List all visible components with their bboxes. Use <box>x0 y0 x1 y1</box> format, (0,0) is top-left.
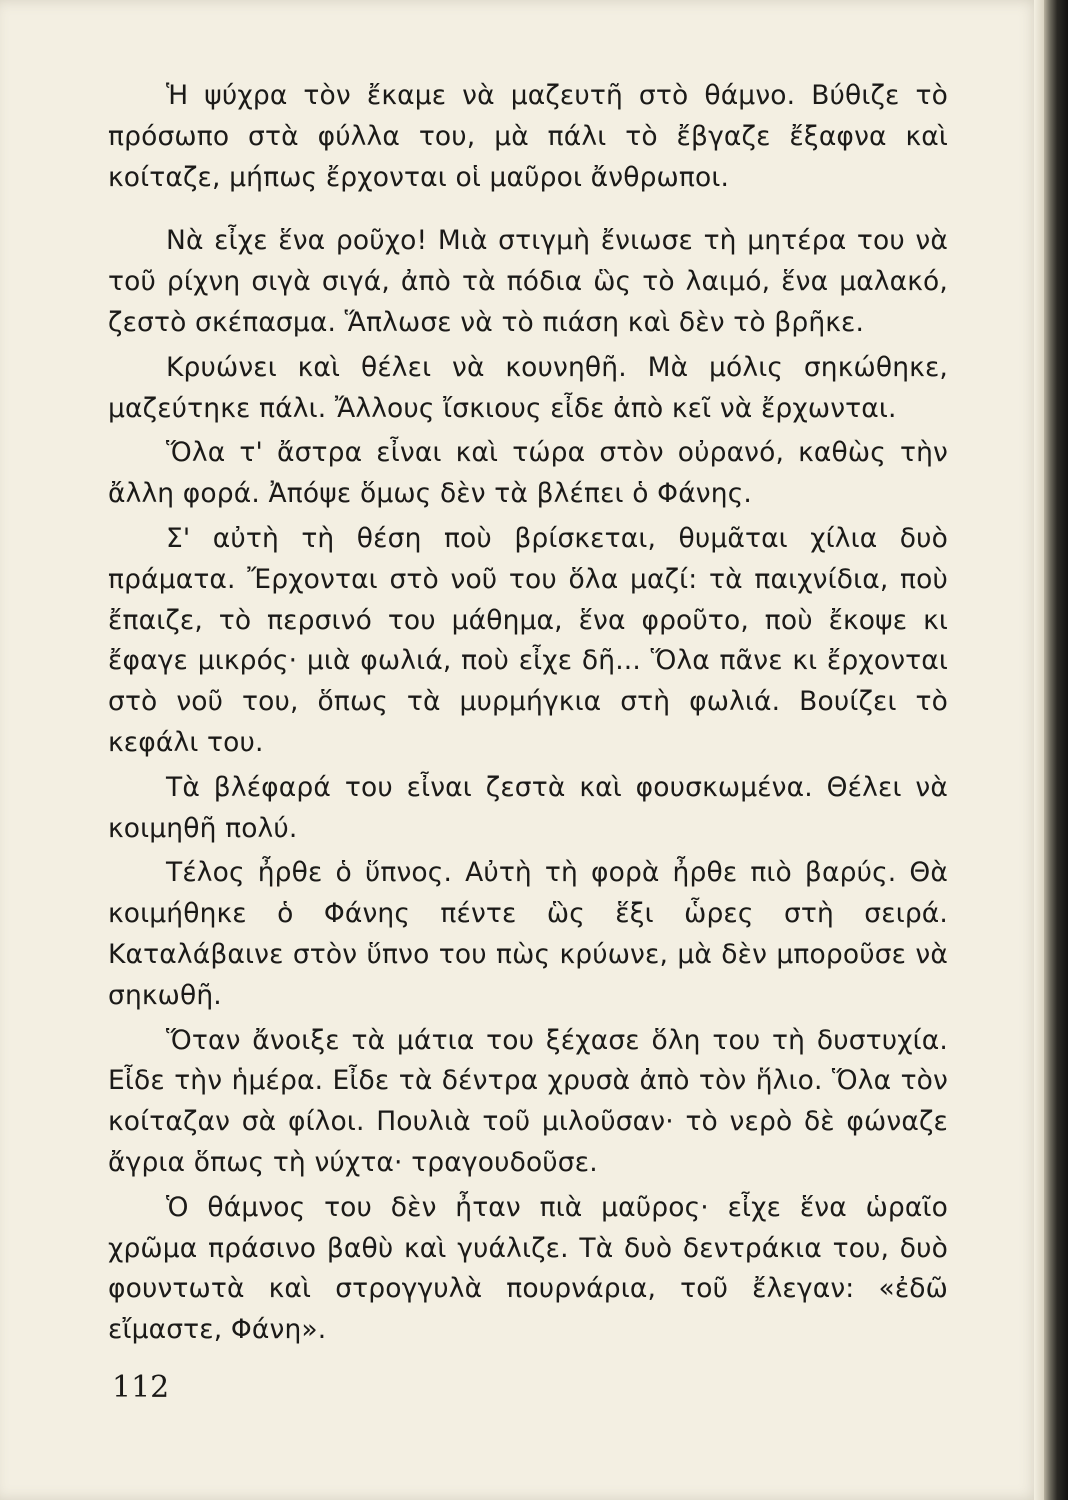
body-text <box>108 76 948 1351</box>
paragraph-5: Σ' αὐτὴ τὴ θέση ποὺ βρίσκεται, θυμᾶται χίλια δυὸ πράματα. Ἔρχονται στὸ νοῦ του ὅλα μαζί: τὰ παιχνίδια, ποὺ ἔπαιζε, τὸ περσινό του μάθημα, ἕνα φροῦτο, ποὺ ἔκοψε κι ἔφαγε μικρός· μιὰ φωλιά, ποὺ εἶχε δῆ... Ὅλα πᾶνε κι ἔρχονται στὸ νοῦ του, ὅπως τὰ μυρμήγκια στὴ φωλιά. Βουίζει τὸ κεφάλι του. <box>108 522 948 758</box>
paragraph-7: Τέλος ἦρθε ὁ ὕπνος. Αὐτὴ τὴ φορὰ ἦρθε πιὸ βαρύς. Θὰ κοιμήθηκε ὁ Φάνης πέντε ὣς ἕξι ὧρες στὴ σειρά. Καταλάβαινε στὸν ὕπνο του πὼς κρύωνε, μὰ δὲν μποροῦσε νὰ σηκωθῆ. <box>108 857 948 1011</box>
book-spine-edge <box>1044 0 1068 1500</box>
page-number: 112 <box>112 1370 170 1405</box>
paragraph-3: Κρυώνει καὶ θέλει νὰ κουνηθῆ. Μὰ μόλις σηκώθηκε, μαζεύτηκε πάλι. Ἄλλους ἴσκιους εἶδε ἀπὸ κεῖ νὰ ἔρχωνται. <box>108 351 948 424</box>
paragraph-9: Ὁ θάμνος του δὲν ἦταν πιὰ μαῦρος· εἶχε ἕνα ὡραῖο χρῶμα πράσινο βαθὺ καὶ γυάλιζε. Τὰ δυὸ δεντράκια του, δυὸ φουντωτὰ καὶ στρογγυλὰ πουρνάρια, τοῦ ἔλεγαν: «ἐδῶ εἴμαστε, Φάνη». <box>108 1191 948 1346</box>
paragraph-6: Τὰ βλέφαρά του εἶναι ζεστὰ καὶ φουσκωμένα. Θέλει νὰ κοιμηθῆ πολύ. <box>108 771 948 844</box>
paragraph-8: Ὅταν ἄνοιξε τὰ μάτια του ξέχασε ὅλη του τὴ δυστυχία. Εἶδε τὴν ἡμέρα. Εἶδε τὰ δέντρα χρυσὰ ἀπὸ τὸν ἥλιο. Ὅλα τὸν κοίταζαν σὰ φίλοι. Πουλιὰ τοῦ μιλοῦσαν· τὸ νερὸ δὲ φώναζε ἄγρια ὅπως τὴ νύχτα· τραγουδοῦσε. <box>108 1024 948 1178</box>
paragraph-4: Ὅλα τ' ἄστρα εἶναι καὶ τώρα στὸν οὐρανό, καθὼς τὴν ἄλλη φορά. Ἀπόψε ὅμως δὲν τὰ βλέπει ὁ Φάνης. <box>108 437 948 510</box>
page-edge-shadow <box>1034 0 1044 1500</box>
paragraph-2: Νὰ εἶχε ἕνα ροῦχο! Μιὰ στιγμὴ ἔνιωσε τὴ μητέρα του νὰ τοῦ ρίχνη σιγὰ σιγά, ἀπὸ τὰ πόδια ὣς τὸ λαιμό, ἕνα μαλακό, ζεστὸ σκέπασμα. Ἅπλωσε νὰ τὸ πιάση καὶ δὲν τὸ βρῆκε. <box>108 225 948 338</box>
paragraph-1: Ἡ ψύχρα τὸν ἔκαμε νὰ μαζευτῆ στὸ θάμνο. Βύθιζε τὸ πρόσωπο στὰ φύλλα του, μὰ πάλι τὸ ἔβγαζε ἔξαφνα καὶ κοίταζε, μήπως ἔρχονται οἱ μαῦροι ἄνθρωποι. <box>108 80 948 193</box>
